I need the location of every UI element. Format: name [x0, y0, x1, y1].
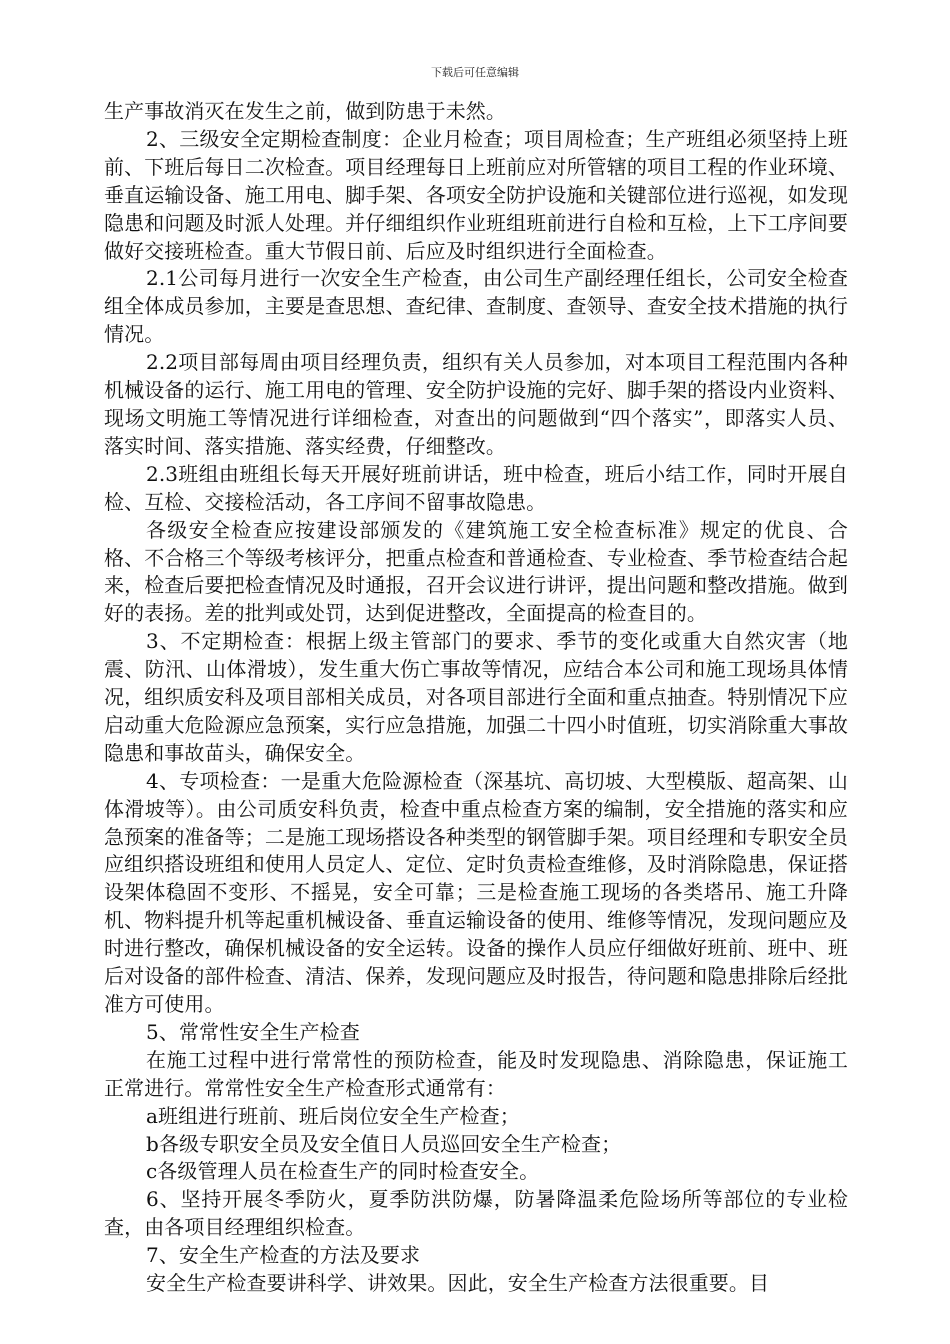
- paragraph-15: 7、安全生产检查的方法及要求: [146, 1243, 421, 1268]
- paragraph-4: 2.2项目部每周由项目经理负责，组织有关人员参加，对本项目工程范围内各种机械设备的运行、施工用电的管理、安全防护设施的完好、脚手架的搭设内业资料、现场文明施工等情况进行详细检查，对查出的问题做到“四个落实”，即落实人员、落实时间、落实措施、落实经费，仔细整改。: [104, 350, 848, 458]
- paragraph-7: 3、不定期检查：根据上级主管部门的要求、季节的变化或重大自然灾害（地震、防汛、山体滑坡），发生重大伤亡事故等情况，应结合本公司和施工现场具体情况，组织质安科及项目部相关成员，对各项目部进行全面和重点抽查。特别情况下应启动重大危险源应急预案，实行应急措施，加强二十四小时值班，切实消除重大事故隐患和事故苗头，确保安全。: [104, 629, 848, 765]
- paragraph-12: b各级专职安全员及安全值日人员巡回安全生产检查；: [146, 1131, 622, 1156]
- paragraph-13: c各级管理人员在检查生产的同时检查安全。: [146, 1159, 540, 1184]
- paragraph-1: 生产事故消灭在发生之前，做到防患于未然。: [104, 99, 506, 123]
- paragraph-6: 各级安全检查应按建设部颁发的《建筑施工安全检查标准》规定的优良、合格、不合格三个等级考核评分，把重点检查和普通检查、专业检查、季节检查结合起来，检查后要把检查情况及时通报，召开会议进行讲评，提出问题和整改措施。做到好的表扬。差的批判或处罚，达到促进整改，全面提高的检查目的。: [104, 517, 848, 626]
- paragraph-8: 4、专项检查：一是重大危险源检查（深基坑、高切坡、大型模版、超高架、山体滑坡等）。由公司质安科负责，检查中重点检查方案的编制，安全措施的落实和应急预案的准备等；二是施工现场搭设各种类型的钢管脚手架。项目经理和专职安全员应组织搭设班组和使用人员定人、定位、定时负责检查维修，及时消除隐患，保证搭设架体稳固不变形、不摇晃，安全可靠；三是检查施工现场的各类塔吊、施工升降机、物料提升机等起重机械设备、垂直运输设备的使用、维修等情况，发现问题应及时进行整改，确保机械设备的安全运转。设备的操作人员应仔细做好班前、班中、班后对设备的部件检查、清洁、保养，发现问题应及时报告，待问题和隐患排除后经批准方可使用。: [104, 768, 848, 1016]
- paragraph-14: 6、坚持开展冬季防火，夏季防洪防爆，防暑降温柔危险场所等部位的专业检查，由各项目经理组织检查。: [104, 1187, 848, 1240]
- page-header-note: 下载后可任意编辑: [431, 66, 519, 79]
- paragraph-16: 安全生产检查要讲科学、讲效果。因此，安全生产检查方法很重要。目: [146, 1271, 770, 1296]
- paragraph-9: 5、常常性安全生产检查: [146, 1019, 360, 1044]
- paragraph-5: 2.3班组由班组长每天开展好班前讲话，班中检查，班后小结工作，同时开展自检、互检、交接检活动，各工序间不留事故隐患。: [104, 461, 848, 514]
- paragraph-11: a班组进行班前、班后岗位安全生产检查；: [146, 1103, 520, 1128]
- document-body: [104, 98, 848, 1298]
- paragraph-3: 2.1公司每月进行一次安全生产检查，由公司生产副经理任组长，公司安全检查组全体成员参加，主要是查思想、查纪律、查制度、查领导、查安全技术措施的执行情况。: [104, 266, 848, 347]
- paragraph-2: 2、三级安全定期检查制度：企业月检查；项目周检查；生产班组必须坚持上班前、下班后每日二次检查。项目经理每日上班前应对所管辖的项目工程的作业环境、垂直运输设备、施工用电、脚手架、各项安全防护设施和关键部位进行巡视，如发现隐患和问题及时派人处理。并仔细组织作业班组班前进行自检和互检，上下工序间要做好交接班检查。重大节假日前、后应及时组织进行全面检查。: [104, 126, 848, 263]
- paragraph-10: 在施工过程中进行常常性的预防检查，能及时发现隐患、消除隐患，保证施工正常进行。常常性安全生产检查形式通常有：: [104, 1047, 848, 1100]
